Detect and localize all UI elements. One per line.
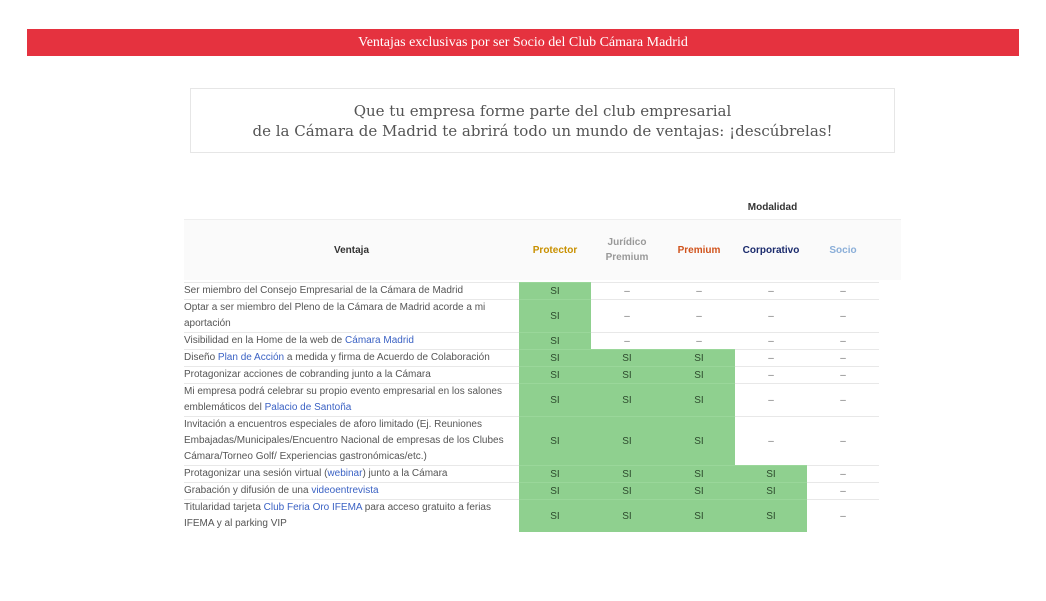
included-cell: SI	[663, 483, 735, 500]
modalidad-header: Modalidad	[747, 202, 798, 213]
intro-box	[190, 88, 895, 153]
not-included-cell: –	[735, 350, 807, 367]
not-included-cell: –	[735, 417, 807, 466]
included-cell: SI	[591, 483, 663, 500]
ventaja-header: Ventaja	[333, 244, 370, 256]
not-included-cell: –	[807, 384, 879, 417]
table-row	[184, 384, 879, 417]
included-cell: SI	[519, 466, 591, 483]
benefit-text: Titularidad tarjeta	[184, 502, 264, 513]
not-included-cell: –	[663, 333, 735, 350]
benefit-link[interactable]: webinar	[327, 468, 363, 479]
included-cell: SI	[519, 500, 591, 533]
benefit-link[interactable]: Palacio de Santoña	[264, 402, 352, 413]
table-row	[184, 283, 879, 300]
included-cell: SI	[519, 483, 591, 500]
table-row	[184, 466, 879, 483]
ventaja-cell	[184, 483, 519, 500]
ventaja-cell	[184, 300, 519, 333]
not-included-cell: –	[735, 384, 807, 417]
not-included-cell: –	[807, 283, 879, 300]
benefit-text: Grabación y difusión de una	[184, 485, 312, 496]
benefit-text: Ser miembro del Consejo Empresarial de la Cámara de Madrid	[184, 285, 464, 296]
column-header-jurídico-premium: Jurídico Premium	[605, 237, 649, 263]
benefit-text: ) junto a la Cámara	[362, 468, 448, 479]
intro-line-1: Que tu empresa forme parte del club empresarial	[353, 101, 732, 120]
included-cell: SI	[591, 500, 663, 533]
not-included-cell: –	[735, 283, 807, 300]
included-cell: SI	[663, 384, 735, 417]
not-included-cell: –	[735, 300, 807, 333]
included-cell: SI	[591, 466, 663, 483]
column-header-corporativo: Corporativo	[742, 244, 800, 256]
column-header-premium: Premium	[677, 244, 721, 256]
benefit-text: Diseño	[184, 352, 218, 363]
ventaja-cell	[184, 333, 519, 350]
included-cell: SI	[519, 300, 591, 333]
table-row	[184, 417, 879, 466]
benefit-text: para acceso gratuito a ferias IFEMA y al parking VIP	[184, 502, 491, 529]
benefit-text: Mi empresa podrá celebrar su propio evento empresarial en los salones emblemáticos del	[184, 386, 502, 413]
table-row	[184, 483, 879, 500]
ventaja-cell	[184, 367, 519, 384]
benefit-link[interactable]: Plan de Acción	[217, 352, 285, 363]
table-row	[184, 300, 879, 333]
included-cell: SI	[591, 417, 663, 466]
column-header-socio: Socio	[829, 244, 857, 256]
benefit-text: Protagonizar una sesión virtual (	[184, 468, 328, 479]
intro-line-2: de la Cámara de Madrid te abrirá todo un mundo de ventajas: ¡descúbrelas!	[252, 121, 833, 140]
not-included-cell: –	[591, 333, 663, 350]
not-included-cell: –	[807, 300, 879, 333]
included-cell: SI	[663, 466, 735, 483]
benefit-text: Protagonizar acciones de cobranding junto a la Cámara	[184, 369, 431, 380]
included-cell: SI	[735, 466, 807, 483]
included-cell: SI	[663, 500, 735, 533]
not-included-cell: –	[807, 500, 879, 533]
benefits-table	[184, 282, 879, 532]
included-cell: SI	[519, 384, 591, 417]
included-cell: SI	[519, 333, 591, 350]
included-cell: SI	[591, 350, 663, 367]
benefit-text: a medida y firma de Acuerdo de Colaboración	[284, 352, 490, 363]
ventaja-cell	[184, 350, 519, 367]
table-row	[184, 367, 879, 384]
ventaja-cell	[184, 500, 519, 533]
included-cell: SI	[591, 367, 663, 384]
table-row	[184, 500, 879, 533]
ventaja-cell	[184, 466, 519, 483]
included-cell: SI	[591, 384, 663, 417]
not-included-cell: –	[663, 283, 735, 300]
benefit-link[interactable]: Cámara Madrid	[345, 335, 414, 346]
included-cell: SI	[663, 417, 735, 466]
top-banner	[27, 29, 1019, 56]
table-header	[184, 220, 901, 280]
included-cell: SI	[735, 500, 807, 533]
not-included-cell: –	[807, 417, 879, 466]
table-row	[184, 350, 879, 367]
not-included-cell: –	[807, 333, 879, 350]
benefit-link[interactable]: videoentrevista	[311, 485, 379, 496]
included-cell: SI	[519, 417, 591, 466]
included-cell: SI	[663, 350, 735, 367]
not-included-cell: –	[591, 300, 663, 333]
not-included-cell: –	[807, 367, 879, 384]
benefit-link[interactable]: Club Feria Oro IFEMA	[263, 502, 363, 513]
table-row	[184, 333, 879, 350]
not-included-cell: –	[807, 350, 879, 367]
benefit-text: Optar a ser miembro del Pleno de la Cámara de Madrid acorde a mi aportación	[184, 302, 486, 329]
ventaja-cell	[184, 283, 519, 300]
ventaja-cell	[184, 384, 519, 417]
column-header-protector: Protector	[532, 244, 578, 256]
not-included-cell: –	[591, 283, 663, 300]
benefit-text: Visibilidad en la Home de la web de	[184, 335, 346, 346]
included-cell: SI	[519, 283, 591, 300]
included-cell: SI	[663, 367, 735, 384]
not-included-cell: –	[735, 333, 807, 350]
ventaja-cell	[184, 417, 519, 466]
not-included-cell: –	[807, 483, 879, 500]
included-cell: SI	[519, 367, 591, 384]
benefit-text: Invitación a encuentros especiales de aforo limitado (Ej. Reuniones Embajadas/Municipales/Encuentro Nacional de empresas de los Clubes Cámara/Torneo Golf/ Experiencias gastronómicas/etc.)	[184, 419, 504, 462]
not-included-cell: –	[807, 466, 879, 483]
banner-text: Ventajas exclusivas por ser Socio del Club Cámara Madrid	[358, 34, 688, 50]
included-cell: SI	[735, 483, 807, 500]
not-included-cell: –	[663, 300, 735, 333]
not-included-cell: –	[735, 367, 807, 384]
included-cell: SI	[519, 350, 591, 367]
